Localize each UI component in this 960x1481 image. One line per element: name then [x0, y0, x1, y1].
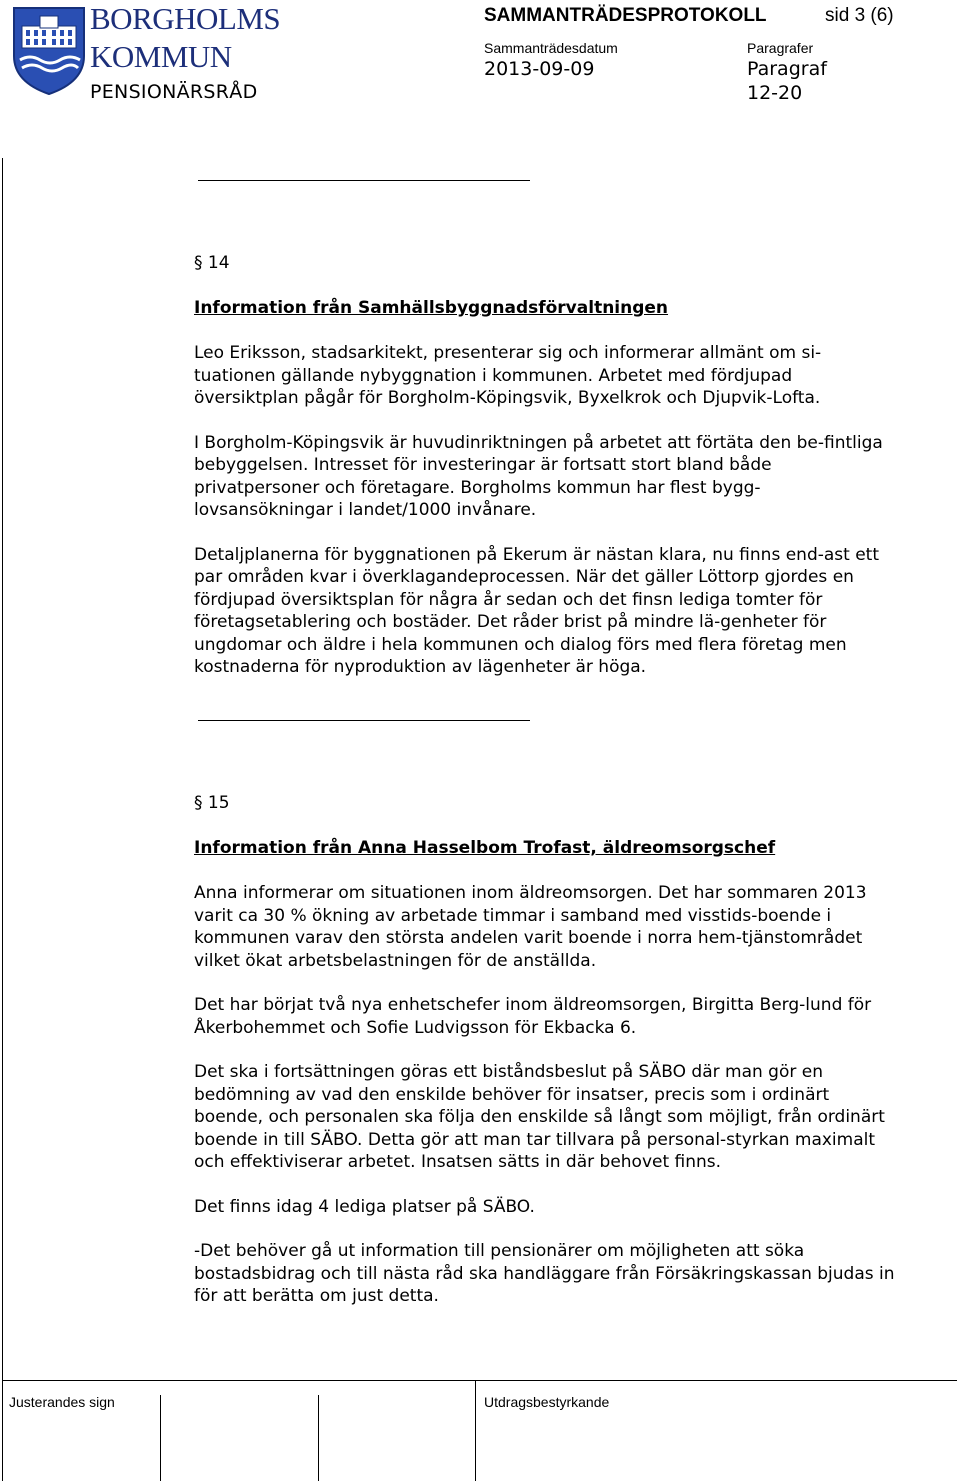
section-body	[194, 342, 899, 701]
body-paragraph: Leo Eriksson, stadsarkitekt, presenterar sig och informerar allmänt om si-tuationen gällande nybyggnation i kommunen. Arbetet med fördjupad översiktplan pågår för Borgholm-Köpingsvik, Byxelkrok och Djupvik-Lofta.	[194, 343, 822, 408]
section-body	[194, 882, 899, 1330]
meeting-date-value: 2013-09-09	[484, 58, 595, 80]
section-heading: Information från Samhällsbyggnadsförvaltningen	[194, 298, 669, 318]
body-paragraph: Anna informerar om situationen inom äldreomsorgen. Det har sommaren 2013 varit ca 30 % ökning av arbetade timmar i samband med visstids-boende i kommunen varav den största andelen varit boende i norra hem-tjänstområdet vilket ökat arbetsbelastningen för de anställda.	[194, 883, 867, 971]
section-number: § 14	[194, 253, 230, 273]
paragraphs-value-1: Paragraf	[747, 58, 827, 80]
org-name-line2: KOMMUN	[90, 39, 232, 74]
council-name: PENSIONÄRSRÅD	[90, 81, 258, 103]
page-margin-line	[2, 158, 3, 1481]
body-paragraph: Detaljplanerna för byggnationen på Ekerum är nästan klara, nu finns end-ast ett par områden kvar i överklagandeprocessen. När det gäller Löttorp gjordes en fördjupad översiktsplan för några år sedan och det finsn lediga tomter för företagsetablering och bostäder. Det råder brist på mindre lä-genheter för ungdomar och äldre i hela kommunen och dialog förs med flera företag men kostnaderna för nyproduktion av lägenheter är höga.	[194, 544, 879, 677]
signature-label: Justerandes sign	[9, 1394, 115, 1410]
body-paragraph: Det finns idag 4 lediga platser på SÄBO.	[194, 1196, 535, 1217]
paragraphs-label: Paragrafer	[747, 40, 814, 56]
section-separator	[198, 180, 530, 181]
section-separator	[198, 720, 530, 721]
signature-box-divider	[318, 1395, 319, 1481]
page-number: sid 3 (6)	[825, 5, 894, 26]
extract-certification-label: Utdragsbestyrkande	[484, 1394, 610, 1410]
paragraphs-value-2: 12-20	[747, 82, 803, 104]
body-paragraph: Det ska i fortsättningen göras ett biståndsbeslut på SÄBO där man gör en bedömning av vad den enskilde behöver för insatser, precis som i ordinärt boende, och personalen ska följa den enskilde så långt som möjligt, från ordinärt boende in till SÄBO. Detta gör att man tar tillvara på personal-styrkan maximalt och effektiviserar arbetet. Insatsen sätts in där behovet finns.	[194, 1062, 885, 1172]
section-number: § 15	[194, 793, 230, 813]
section-heading: Information från Anna Hasselbom Trofast, äldreomsorgschef	[194, 838, 776, 858]
signature-box-divider	[160, 1395, 161, 1481]
body-paragraph: -Det behöver gå ut information till pensionärer om möjligheten att söka bostadsbidrag och till nästa råd ska handläggare från Försäkringskassan bjudas in för att berätta om just detta.	[194, 1241, 895, 1306]
footer-rule	[2, 1380, 957, 1381]
body-paragraph: I Borgholm-Köpingsvik är huvudinriktningen på arbetet att förtäta den be-fintliga bebyggelsen. Intresset för investeringar är fortsatt stort bland både privatpersoner och företagare. Borgholms kommun har flest bygg-lovsansökningar i landet/1000 invånare.	[194, 432, 883, 520]
document-title: SAMMANTRÄDESPROTOKOLL	[484, 5, 767, 26]
footer-column-divider	[475, 1380, 476, 1481]
body-paragraph: Det har börjat två nya enhetschefer inom äldreomsorgen, Birgitta Berg-lund för Åkerbohemmet och Sofie Ludvigsson för Ekbacka 6.	[194, 995, 872, 1038]
org-name-line1: BORGHOLMS	[90, 1, 281, 36]
municipality-crest-logo	[10, 4, 88, 96]
meeting-date-label: Sammanträdesdatum	[484, 40, 618, 56]
